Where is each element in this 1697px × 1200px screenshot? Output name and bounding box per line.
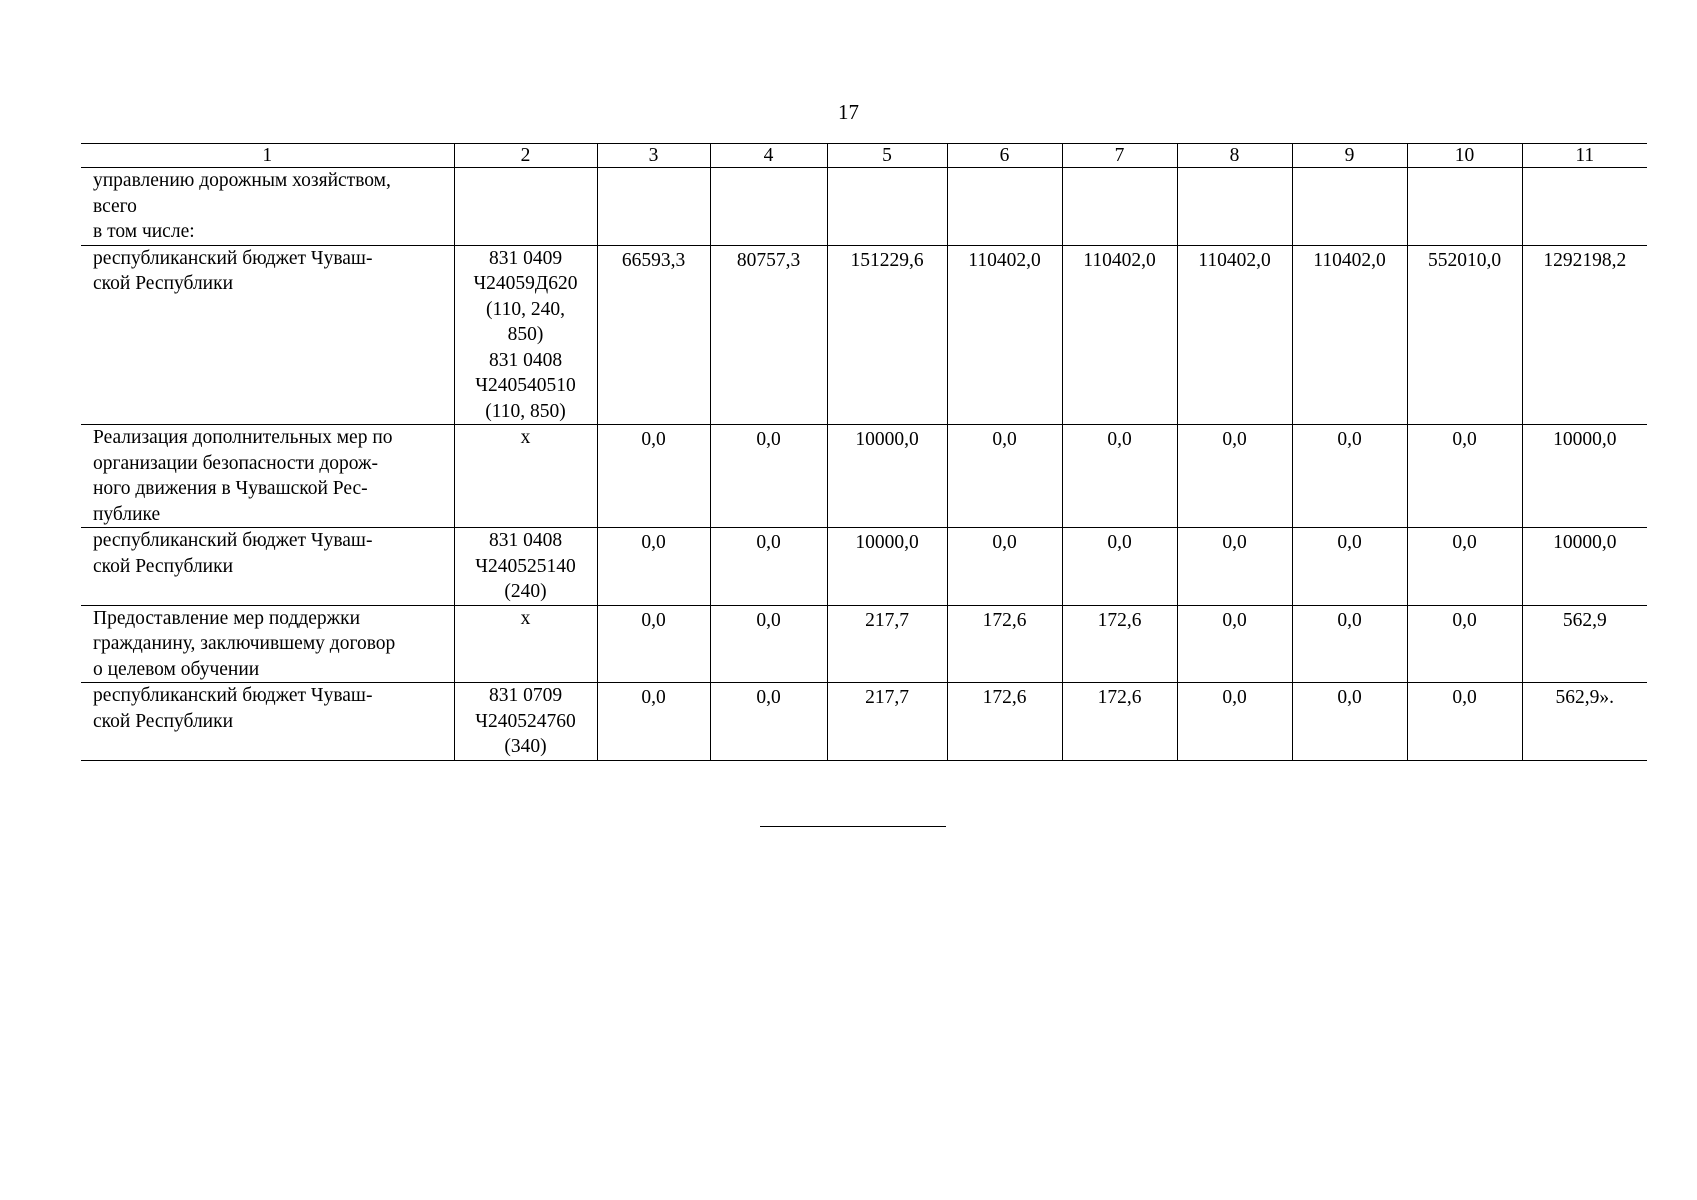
value-cell: 0,0 [947, 425, 1062, 528]
value-cell: 0,0 [1177, 528, 1292, 606]
budget-code-line: Ч240540510 [475, 375, 576, 396]
value-cell: 0,0 [597, 425, 710, 528]
value-cell: 0,0 [1062, 425, 1177, 528]
value-cell: 10000,0 [1522, 528, 1647, 606]
value-cell: 0,0 [947, 528, 1062, 606]
budget-code-line: 850) [507, 324, 544, 345]
value-cell: 80757,3 [710, 245, 827, 425]
page-number: 17 [838, 100, 859, 124]
value-cell: 0,0 [1177, 425, 1292, 528]
column-number-cell: 10 [1407, 144, 1522, 168]
description-line: республиканский бюджет Чуваш- [93, 685, 373, 706]
value-cell: 0,0 [1407, 425, 1522, 528]
row-description-cell [81, 245, 454, 425]
budget-code-cell [454, 528, 597, 606]
value-cell: 110402,0 [1177, 245, 1292, 425]
budget-code-cell [454, 168, 597, 246]
value-cell: 217,7 [827, 683, 947, 761]
table-body [81, 144, 1647, 761]
row-description-cell [81, 528, 454, 606]
description-line: всего [93, 195, 137, 217]
column-number-cell: 2 [454, 144, 597, 168]
value-cell: 10000,0 [827, 425, 947, 528]
value-cell: 552010,0 [1407, 245, 1522, 425]
description-line: ской Республики [93, 273, 234, 294]
value-cell: 0,0 [710, 683, 827, 761]
budget-code-line: х [520, 427, 531, 448]
table-row [81, 168, 1647, 246]
value-cell: 10000,0 [827, 528, 947, 606]
description-line: организации безопасности дорож- [93, 452, 379, 474]
row-description-cell [81, 425, 454, 528]
value-cell: 0,0 [710, 605, 827, 683]
value-cell: 0,0 [1407, 528, 1522, 606]
value-cell: 0,0 [1407, 605, 1522, 683]
value-cell: 0,0 [1292, 683, 1407, 761]
value-cell: 0,0 [1062, 528, 1177, 606]
budget-code-line: х [520, 607, 531, 629]
value-cell: 151229,6 [827, 245, 947, 425]
value-cell: 0,0 [597, 605, 710, 683]
budget-code-cell [454, 605, 597, 683]
description-line: управлению дорожным хозяйством, [93, 170, 391, 191]
budget-code-cell [454, 245, 597, 425]
budget-code-cell [454, 425, 597, 528]
value-cell: 172,6 [947, 605, 1062, 683]
value-cell: 0,0 [597, 528, 710, 606]
budget-code-line: (110, 240, [486, 298, 565, 320]
value-cell: 0,0 [597, 683, 710, 761]
value-cell [1177, 168, 1292, 246]
value-cell: 0,0 [1407, 683, 1522, 761]
value-cell [1522, 168, 1647, 246]
value-cell: 66593,3 [597, 245, 710, 425]
value-cell [1407, 168, 1522, 246]
budget-code-line: 831 0408 [488, 349, 563, 371]
column-number-cell: 9 [1292, 144, 1407, 168]
value-cell: 562,9 [1522, 605, 1647, 683]
footer-rule [760, 826, 946, 827]
value-cell: 172,6 [1062, 605, 1177, 683]
description-line: публике [93, 503, 161, 525]
value-cell: 10000,0 [1522, 425, 1647, 528]
value-cell: 0,0 [1292, 528, 1407, 606]
value-cell [1062, 168, 1177, 246]
table-row [81, 683, 1647, 761]
description-line: республиканский бюджет Чуваш- [93, 530, 373, 551]
description-line: республиканский бюджет Чуваш- [93, 247, 373, 269]
budget-code-cell [454, 683, 597, 761]
budget-code-line: Ч240525140 [475, 555, 576, 577]
description-line: ской Республики [93, 710, 234, 732]
budget-table [81, 143, 1647, 761]
budget-code-line: 831 0409 [488, 247, 563, 269]
budget-code-line: (340) [504, 736, 547, 757]
value-cell: 562,9». [1522, 683, 1647, 761]
description-line: ской Республики [93, 555, 234, 577]
budget-code-line: 831 0709 [488, 685, 563, 706]
value-cell: 0,0 [1292, 425, 1407, 528]
column-number-cell: 5 [827, 144, 947, 168]
table-row [81, 245, 1647, 425]
budget-code-line: Ч240524760 [475, 710, 576, 732]
column-number-cell: 7 [1062, 144, 1177, 168]
value-cell: 110402,0 [1062, 245, 1177, 425]
value-cell: 172,6 [947, 683, 1062, 761]
row-description-cell [81, 605, 454, 683]
budget-code-line: (240) [504, 581, 547, 602]
description-line: в том числе: [93, 221, 195, 242]
description-line: Предоставление мер поддержки [93, 607, 361, 629]
value-cell [827, 168, 947, 246]
budget-code-line: (110, 850) [485, 400, 566, 422]
value-cell: 0,0 [1292, 605, 1407, 683]
budget-code-line: 831 0408 [488, 530, 563, 551]
description-line: Реализация дополнительных мер по [93, 427, 393, 448]
budget-code-line: Ч24059Д620 [473, 273, 578, 294]
value-cell: 110402,0 [947, 245, 1062, 425]
value-cell: 0,0 [1177, 683, 1292, 761]
value-cell: 0,0 [710, 425, 827, 528]
description-line: гражданину, заключившему договор [93, 633, 396, 654]
column-number-cell: 6 [947, 144, 1062, 168]
column-number-cell: 1 [81, 144, 454, 168]
row-description-cell [81, 168, 454, 246]
table-row [81, 605, 1647, 683]
value-cell: 0,0 [1177, 605, 1292, 683]
column-number-row [81, 144, 1647, 168]
column-number-cell: 3 [597, 144, 710, 168]
column-number-cell: 11 [1522, 144, 1647, 168]
value-cell [947, 168, 1062, 246]
value-cell [1292, 168, 1407, 246]
description-line: ного движения в Чувашской Рес- [93, 478, 368, 499]
value-cell [597, 168, 710, 246]
value-cell: 172,6 [1062, 683, 1177, 761]
column-number-cell: 4 [710, 144, 827, 168]
value-cell: 1292198,2 [1522, 245, 1647, 425]
table-row [81, 425, 1647, 528]
description-line: о целевом обучении [93, 658, 260, 680]
value-cell [710, 168, 827, 246]
row-description-cell [81, 683, 454, 761]
table-row [81, 528, 1647, 606]
value-cell: 0,0 [710, 528, 827, 606]
value-cell: 110402,0 [1292, 245, 1407, 425]
value-cell: 217,7 [827, 605, 947, 683]
column-number-cell: 8 [1177, 144, 1292, 168]
